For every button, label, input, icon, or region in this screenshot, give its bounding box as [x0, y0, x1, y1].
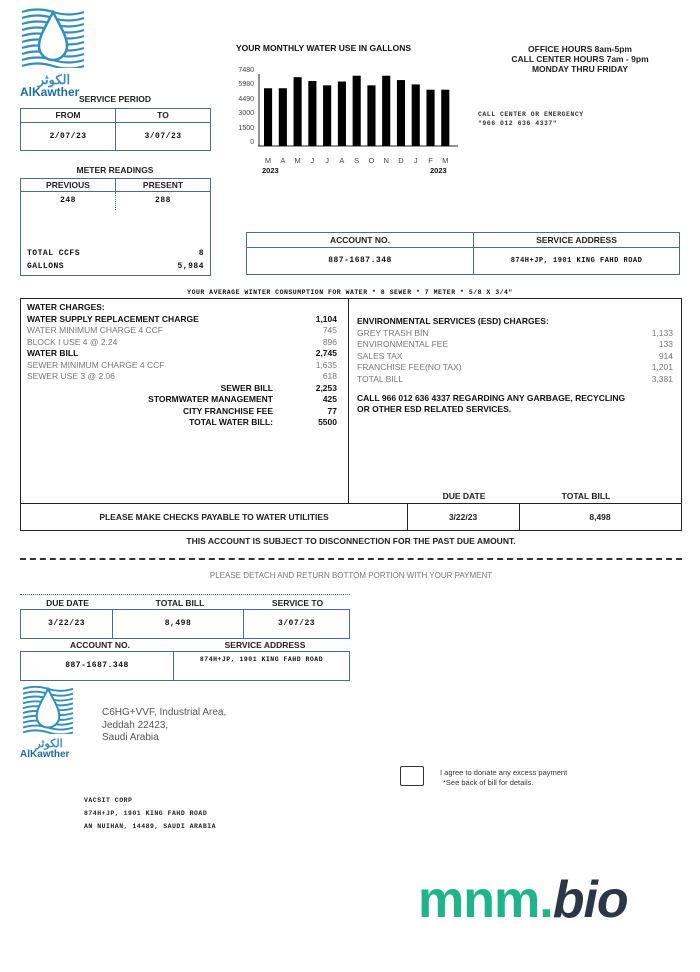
esd-charge-row-value: 3,381 [651, 373, 673, 384]
esd-charges-title: ENVIRONMENTAL SERVICES (ESD) CHARGES: [357, 316, 549, 326]
gallons-value: 5,984 [177, 262, 204, 271]
emergency-contact [478, 110, 584, 128]
chart-bar [412, 84, 420, 146]
stub-service-to: 3/07/23 [277, 619, 316, 628]
esd-charge-row [357, 351, 673, 363]
x-tick-label: M [442, 156, 449, 165]
donate-line1: I agree to donate any excess payment [440, 768, 568, 777]
x-tick-label: M [264, 156, 272, 165]
water-total-row-label: SEWER BILL [220, 382, 273, 393]
stub-total-bill-label: TOTAL BILL [155, 598, 205, 608]
esd-charge-row-value: 133 [658, 339, 673, 349]
chart-bar [382, 76, 390, 146]
chart-start-year: 2023 [262, 166, 279, 175]
water-charge-row [27, 360, 337, 372]
water-charges-title: WATER CHARGES: [27, 302, 105, 312]
water-charge-row-label: SEWER USE 3 @ 2.06 [27, 371, 115, 381]
water-charge-row-value: 618 [322, 371, 337, 381]
mailing-line: 874H+JP, 1901 KING FAHD ROAD [84, 810, 208, 817]
present-reading: 288 [155, 196, 171, 205]
water-total-row [27, 383, 337, 395]
water-use-bar-chart [258, 70, 458, 150]
chart-bar [279, 88, 287, 146]
chart-bar [367, 85, 375, 146]
watermark [418, 870, 628, 930]
water-charge-row-label: SEWER MINIMUM CHARGE 4 CCF [27, 359, 165, 370]
chart-bar [353, 76, 361, 146]
x-tick-label: J [310, 156, 315, 165]
service-address-label: SERVICE ADDRESS [536, 235, 617, 245]
due-date: 3/22/23 [448, 512, 478, 522]
esd-charge-row-label: SALES TAX [357, 350, 403, 361]
y-tick-label: 1500 [238, 124, 254, 132]
stub-service-address: 874H+JP, 1901 KING FAHD ROAD [199, 656, 324, 663]
gallons-label: GALLONS [27, 262, 65, 271]
water-charge-row [27, 337, 337, 349]
esd-charge-row [357, 339, 673, 351]
chart-end-year: 2023 [430, 166, 447, 175]
esd-note: CALL 966 012 636 4337 REGARDING ANY GARBAGE, RECYCLING OR OTHER ESD RELATED SERVICES. [357, 393, 626, 414]
water-total-row [27, 394, 337, 406]
logo-name: AlKawther [20, 749, 70, 760]
esd-charge-row-value: 1,133 [651, 327, 673, 338]
x-tick-label: O [368, 156, 375, 165]
x-tick-label: A [339, 156, 345, 165]
esd-charge-row [357, 328, 673, 340]
water-charge-row [27, 325, 337, 337]
esd-charge-row-label: TOTAL BILL [357, 373, 404, 384]
stub-total-bill: 8,498 [113, 610, 244, 638]
mailing-line: VACSIT CORP [84, 797, 133, 804]
mailing-line: AN NUIHAN, 14489, SAUDI ARABIA [84, 823, 217, 830]
meter-readings-table [20, 178, 211, 276]
chart-bar [308, 81, 316, 146]
office-hours-block [470, 44, 690, 74]
chart-bar [426, 90, 434, 146]
x-tick-label: N [383, 156, 389, 165]
x-tick-label: J [325, 156, 329, 165]
company-address-line: Saudi Arabia [102, 732, 159, 743]
water-total-row-label: CITY FRANCHISE FEE [182, 405, 273, 416]
water-charge-row-label: WATER MINIMUM CHARGE 4 CCF [27, 325, 163, 335]
stub-account-no: 887-1687.348 [21, 652, 174, 680]
chart-bar [294, 77, 302, 146]
esd-charge-row-value: 1,201 [651, 362, 673, 372]
water-total-row-label: TOTAL WATER BILL: [189, 417, 273, 427]
emergency-phone: "966 012 636 4337" [478, 120, 558, 127]
water-drop-logo-icon [20, 684, 76, 734]
chart-xtick-labels [258, 156, 458, 168]
account-no: 887-1687.348 [247, 248, 474, 274]
x-tick-label: F [428, 156, 433, 165]
previous-reading: 248 [21, 192, 116, 210]
company-logo [20, 6, 88, 98]
call-center-hours: CALL CENTER HOURS 7am - 9pm [511, 54, 649, 64]
chart-bar [397, 80, 405, 146]
company-address-line: Jeddah 22423, [102, 719, 169, 731]
y-tick-label: 7480 [238, 67, 254, 74]
service-period-table [20, 108, 211, 151]
x-tick-label: M [294, 156, 301, 165]
water-charge-row-value: 896 [322, 336, 337, 347]
watermark-part2: bio [552, 871, 628, 929]
water-charges-section [27, 302, 337, 429]
x-tick-label: A [280, 156, 286, 165]
service-to-date: 3/07/23 [144, 132, 182, 141]
service-from-date: 2/07/23 [21, 123, 116, 150]
x-tick-label: J [413, 156, 418, 165]
company-logo-bottom [20, 684, 78, 760]
from-label: FROM [21, 109, 116, 122]
stub-dotted-line [20, 594, 350, 595]
water-total-row-label: STORMWATER MANAGEMENT [148, 394, 273, 404]
chart-bar [264, 88, 272, 146]
emergency-label: CALL CENTER OR EMERGENCY [478, 111, 584, 118]
stub-summary-table [20, 609, 350, 639]
stub-due-date: 3/22/23 [21, 610, 113, 638]
water-total-row-value: 2,253 [315, 382, 337, 393]
water-charge-row-value: 1,635 [315, 359, 337, 370]
water-charge-row-value: 745 [322, 325, 337, 335]
esd-charges-section [357, 316, 673, 415]
esd-charge-row-label: ENVIRONMENTAL FEE [357, 339, 449, 349]
esd-charge-row-label: FRANCHISE FEE(NO TAX) [357, 362, 462, 372]
chart-bar [338, 82, 346, 146]
account-no-label: ACCOUNT NO. [247, 233, 474, 247]
x-tick-label: D [398, 156, 404, 165]
service-period-title: SERVICE PERIOD [78, 94, 152, 104]
water-charge-row [27, 348, 337, 360]
esd-charge-row-value: 914 [658, 350, 673, 361]
water-total-row-value: 5500 [318, 417, 337, 427]
checks-payable-note: PLEASE MAKE CHECKS PAYABLE TO WATER UTILITIES [99, 512, 329, 522]
logo-name: AlKawther [20, 85, 80, 99]
average-consumption-line: YOUR AVERAGE WINTER CONSUMPTION FOR WATER * 8 SEWER * 7 METER * 5/8 X 3/4" [187, 289, 513, 296]
logo-arabic-text: الكوثر [37, 72, 71, 87]
water-total-row-value: 77 [327, 405, 337, 416]
water-charge-row-label: BLOCK I USE 4 @ 2.24 [27, 336, 118, 347]
meter-readings-title: METER READINGS [76, 165, 154, 175]
office-hours: OFFICE HOURS 8am-5pm [528, 44, 632, 54]
chart-bar [441, 90, 449, 146]
donate-text [440, 768, 567, 788]
mailing-address [84, 794, 216, 833]
total-ccf-value: 8 [198, 249, 204, 258]
water-charge-row [27, 371, 337, 383]
total-ccf-label: TOTAL CCFS [27, 249, 81, 258]
logo-arabic-text: الكوثر [35, 738, 63, 750]
y-tick-label: 0 [250, 139, 254, 146]
stub-service-to-label: SERVICE TO [271, 598, 324, 608]
previous-label: PREVIOUS [21, 179, 116, 191]
company-address-line: C6HG+VVF, Industrial Area, [102, 707, 227, 718]
water-charge-row-value: 1,104 [315, 313, 337, 324]
water-total-row [27, 406, 337, 418]
charges-box [20, 298, 682, 531]
disconnection-notice: THIS ACCOUNT IS SUBJECT TO DISCONNECTION FOR THE PAST DUE AMOUNT. [186, 536, 516, 546]
y-tick-label: 3000 [238, 110, 254, 118]
water-charge-row-label: WATER SUPPLY REPLACEMENT CHARGE [27, 313, 199, 324]
office-days: MONDAY THRU FRIDAY [531, 64, 629, 74]
stub-account-label: ACCOUNT NO. [70, 640, 130, 650]
watermark-part1: mnm. [418, 871, 553, 929]
water-charge-row [27, 314, 337, 326]
stub-address-label: SERVICE ADDRESS [224, 640, 306, 650]
present-label: PRESENT [142, 180, 184, 190]
account-box [246, 232, 680, 275]
stub-due-date-label: DUE DATE [46, 598, 89, 608]
stub-account-table [20, 651, 350, 681]
donate-checkbox[interactable] [400, 766, 424, 786]
service-address: 874H+JP, 1901 KING FAHD ROAD [510, 257, 643, 265]
to-label: TO [157, 110, 169, 120]
water-charge-row-label: WATER BILL [27, 348, 79, 358]
chart-bar [323, 85, 331, 146]
water-drop-logo-icon [20, 6, 86, 68]
donate-line2: *See back of bill for details. [443, 778, 534, 787]
total-bill: 8,498 [589, 512, 611, 522]
x-tick-label: S [354, 156, 360, 165]
water-charge-row-value: 2,745 [315, 348, 337, 358]
detach-divider [20, 558, 682, 560]
detach-instruction: PLEASE DETACH AND RETURN BOTTOM PORTION WITH YOUR PAYMENT [209, 571, 493, 580]
y-tick-label: 4490 [238, 95, 254, 103]
due-date-label: DUE DATE [442, 491, 486, 501]
chart-title: YOUR MONTHLY WATER USE IN GALLONS [236, 43, 412, 53]
company-address [102, 707, 226, 745]
water-total-row-value: 425 [322, 394, 337, 404]
total-bill-label: TOTAL BILL [561, 491, 611, 501]
esd-charge-row [357, 374, 673, 386]
water-total-row [27, 417, 337, 429]
esd-charge-row-label: GREY TRASH BIN [357, 327, 429, 338]
y-tick-label: 5980 [238, 81, 254, 89]
esd-charge-row [357, 362, 673, 374]
